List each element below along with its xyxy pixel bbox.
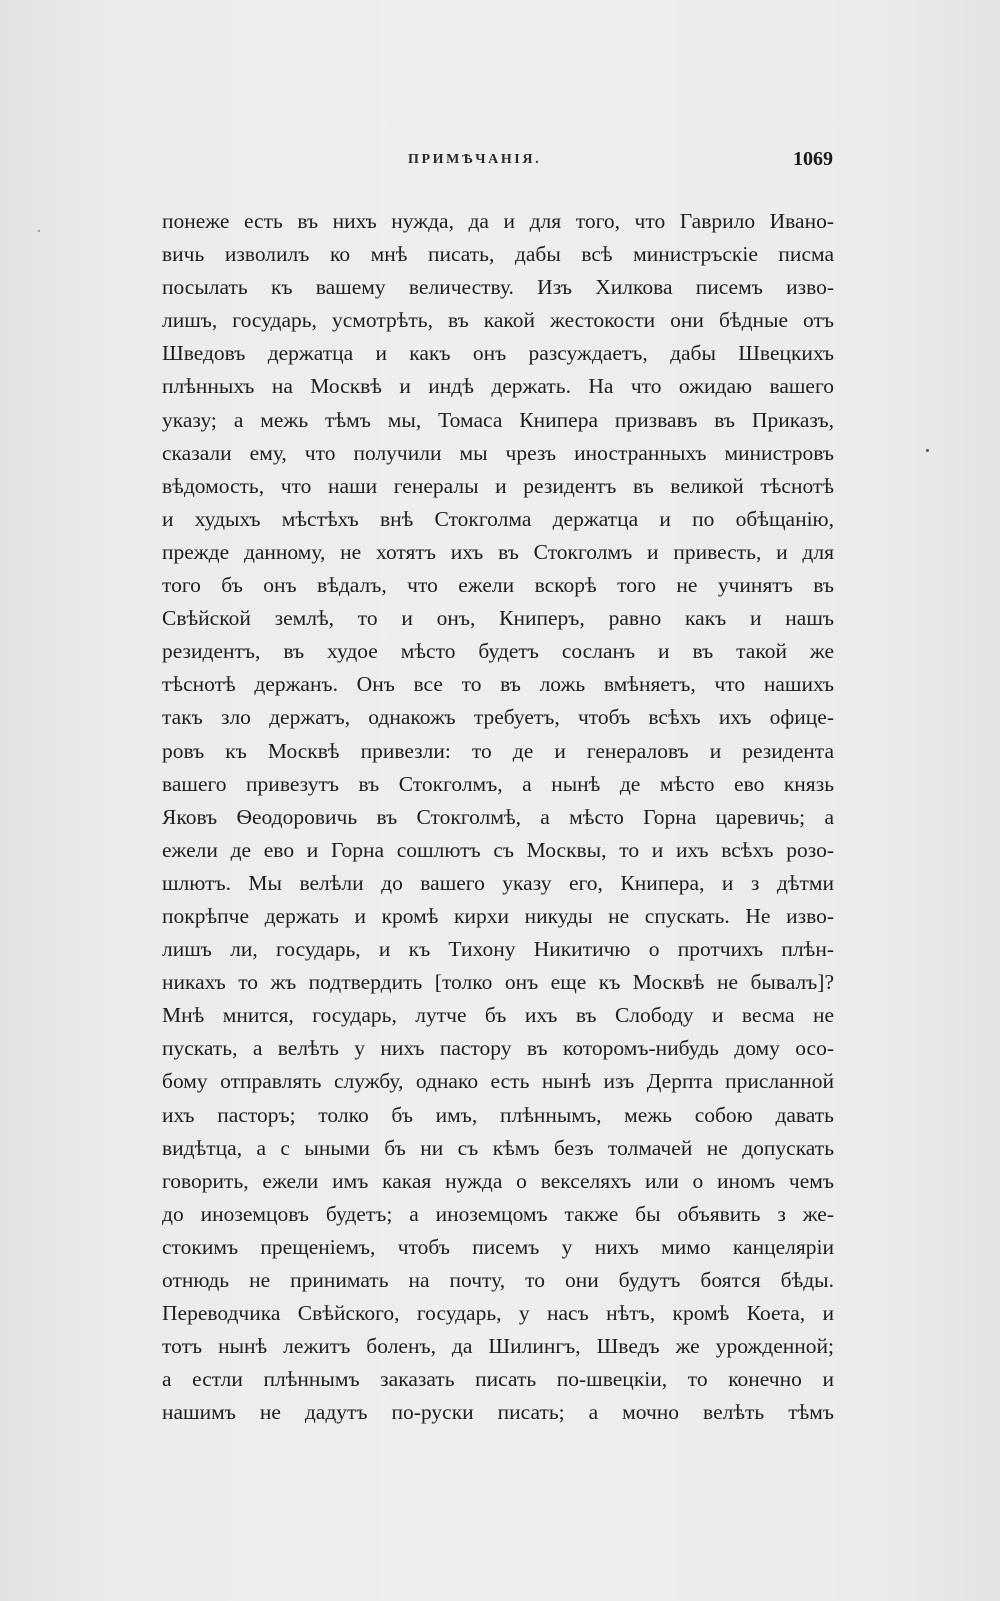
text-line: Мнѣ мнится, государь, лутче бъ ихъ въ Слободу и весма не — [162, 1003, 834, 1028]
text-line: Переводчика Свѣйского, государь, у насъ нѣтъ, кромѣ Коета, и — [162, 1301, 834, 1326]
text-line: Шведовъ держатца и какъ онъ разсуждаетъ, дабы Швецкихъ — [162, 341, 834, 366]
text-line: стокимъ прещеніемъ, чтобъ писемъ у нихъ мимо канцеляріи — [162, 1234, 834, 1259]
text-line: Яковъ Ѳеодоровичь въ Стокголмѣ, а мѣсто Горна царевичь; а — [162, 804, 834, 829]
text-line: покрѣпче держать и кромѣ кирхи никуды не спускать. Не изво- — [162, 903, 834, 928]
text-line: нашимъ не дадутъ по-руски писать; а мочно велѣть тѣмъ — [162, 1400, 834, 1425]
text-line: тотъ нынѣ лежитъ боленъ, да Шилингъ, Шведъ же урожденной; — [162, 1334, 834, 1359]
text-line: такъ зло держатъ, однакожъ требуетъ, чтобъ всѣхъ ихъ офице- — [162, 705, 834, 730]
paper-speck — [926, 449, 929, 452]
text-line: плѣнныхъ на Москвѣ и индѣ держать. На что ожидаю вашего — [162, 374, 834, 399]
text-line: видѣтца, а с ыными бъ ни съ кѣмъ безъ толмачей не допускать — [162, 1135, 834, 1160]
text-body — [162, 205, 834, 1429]
text-line: ежели де ево и Горна сошлютъ съ Москвы, то и ихъ всѣхъ розо- — [162, 837, 834, 862]
text-line: понеже есть въ нихъ нужда, да и для того, что Гаврило Ивано- — [162, 209, 834, 233]
text-line: шлютъ. Мы велѣли до вашего указу его, Книпера, и з дѣтми — [162, 870, 834, 895]
text-line: и худыхъ мѣстѣхъ внѣ Стокголма держатца и по обѣщанію, — [162, 506, 834, 531]
text-line: отнюдь не принимать на почту, то они будутъ боятся бѣды. — [162, 1268, 834, 1292]
text-line: вѣдомость, что наши генералы и резидентъ въ великой тѣснотѣ — [162, 473, 834, 498]
paper-speck — [38, 230, 40, 232]
text-line: тѣснотѣ держанъ. Онъ все то въ ложь вмѣняетъ, что нашихъ — [162, 672, 834, 697]
text-line: пускать, а велѣть у нихъ пастору въ которомъ-нибудь дому осо- — [162, 1036, 834, 1061]
text-line: вичь изволилъ ко мнѣ писать, дабы всѣ министръскіе писма — [162, 242, 834, 267]
page-number: 1069 — [793, 148, 833, 170]
text-line: Свѣйской землѣ, то и онъ, Книперъ, равно какъ и нашъ — [162, 606, 834, 631]
running-header — [0, 148, 1000, 174]
text-line: лишъ ли, государь, и къ Тихону Никитичю о протчихъ плѣн- — [162, 937, 834, 962]
text-line: ихъ пасторъ; толко бъ имъ, плѣннымъ, межь собою давать — [162, 1102, 834, 1127]
text-line: бому отправлять службу, однако есть нынѣ изъ Дерпта присланной — [162, 1069, 834, 1094]
text-line: резидентъ, въ худое мѣсто будетъ сосланъ и въ такой же — [162, 639, 834, 664]
text-line: прежде данному, не хотятъ ихъ въ Стокголмъ и привесть, и для — [162, 539, 834, 564]
text-line: вашего привезутъ въ Стокголмъ, а нынѣ де мѣсто ево князь — [162, 771, 834, 796]
text-line: говорить, ежели имъ какая нужда о векселяхъ или о иномъ чемъ — [162, 1168, 834, 1193]
running-title: ПРИМѢЧАНІЯ. — [408, 152, 542, 167]
text-line: до иноземцовъ будетъ; а иноземцомъ также бы объявить з же- — [162, 1201, 834, 1226]
text-line: указу; а межь тѣмъ мы, Томаса Книпера призвавъ въ Приказъ, — [162, 407, 834, 432]
text-line: никахъ то жъ подтвердить [толко онъ еще къ Москвѣ не бывалъ]? — [162, 970, 834, 995]
text-line: лишъ, государь, усмотрѣть, въ какой жестокости они бѣдные отъ — [162, 308, 834, 333]
text-line: посылать къ вашему величеству. Изъ Хилкова писемъ изво- — [162, 275, 834, 300]
text-line: ровъ къ Москвѣ привезли: то де и генераловъ и резидента — [162, 738, 834, 763]
text-line: сказали ему, что получили мы чрезъ иностранныхъ министровъ — [162, 440, 834, 465]
text-line: а естли плѣннымъ заказать писать по-швецкіи, то конечно и — [162, 1367, 834, 1392]
text-line: того бъ онъ вѣдалъ, что ежели вскорѣ того не учинятъ въ — [162, 573, 834, 598]
